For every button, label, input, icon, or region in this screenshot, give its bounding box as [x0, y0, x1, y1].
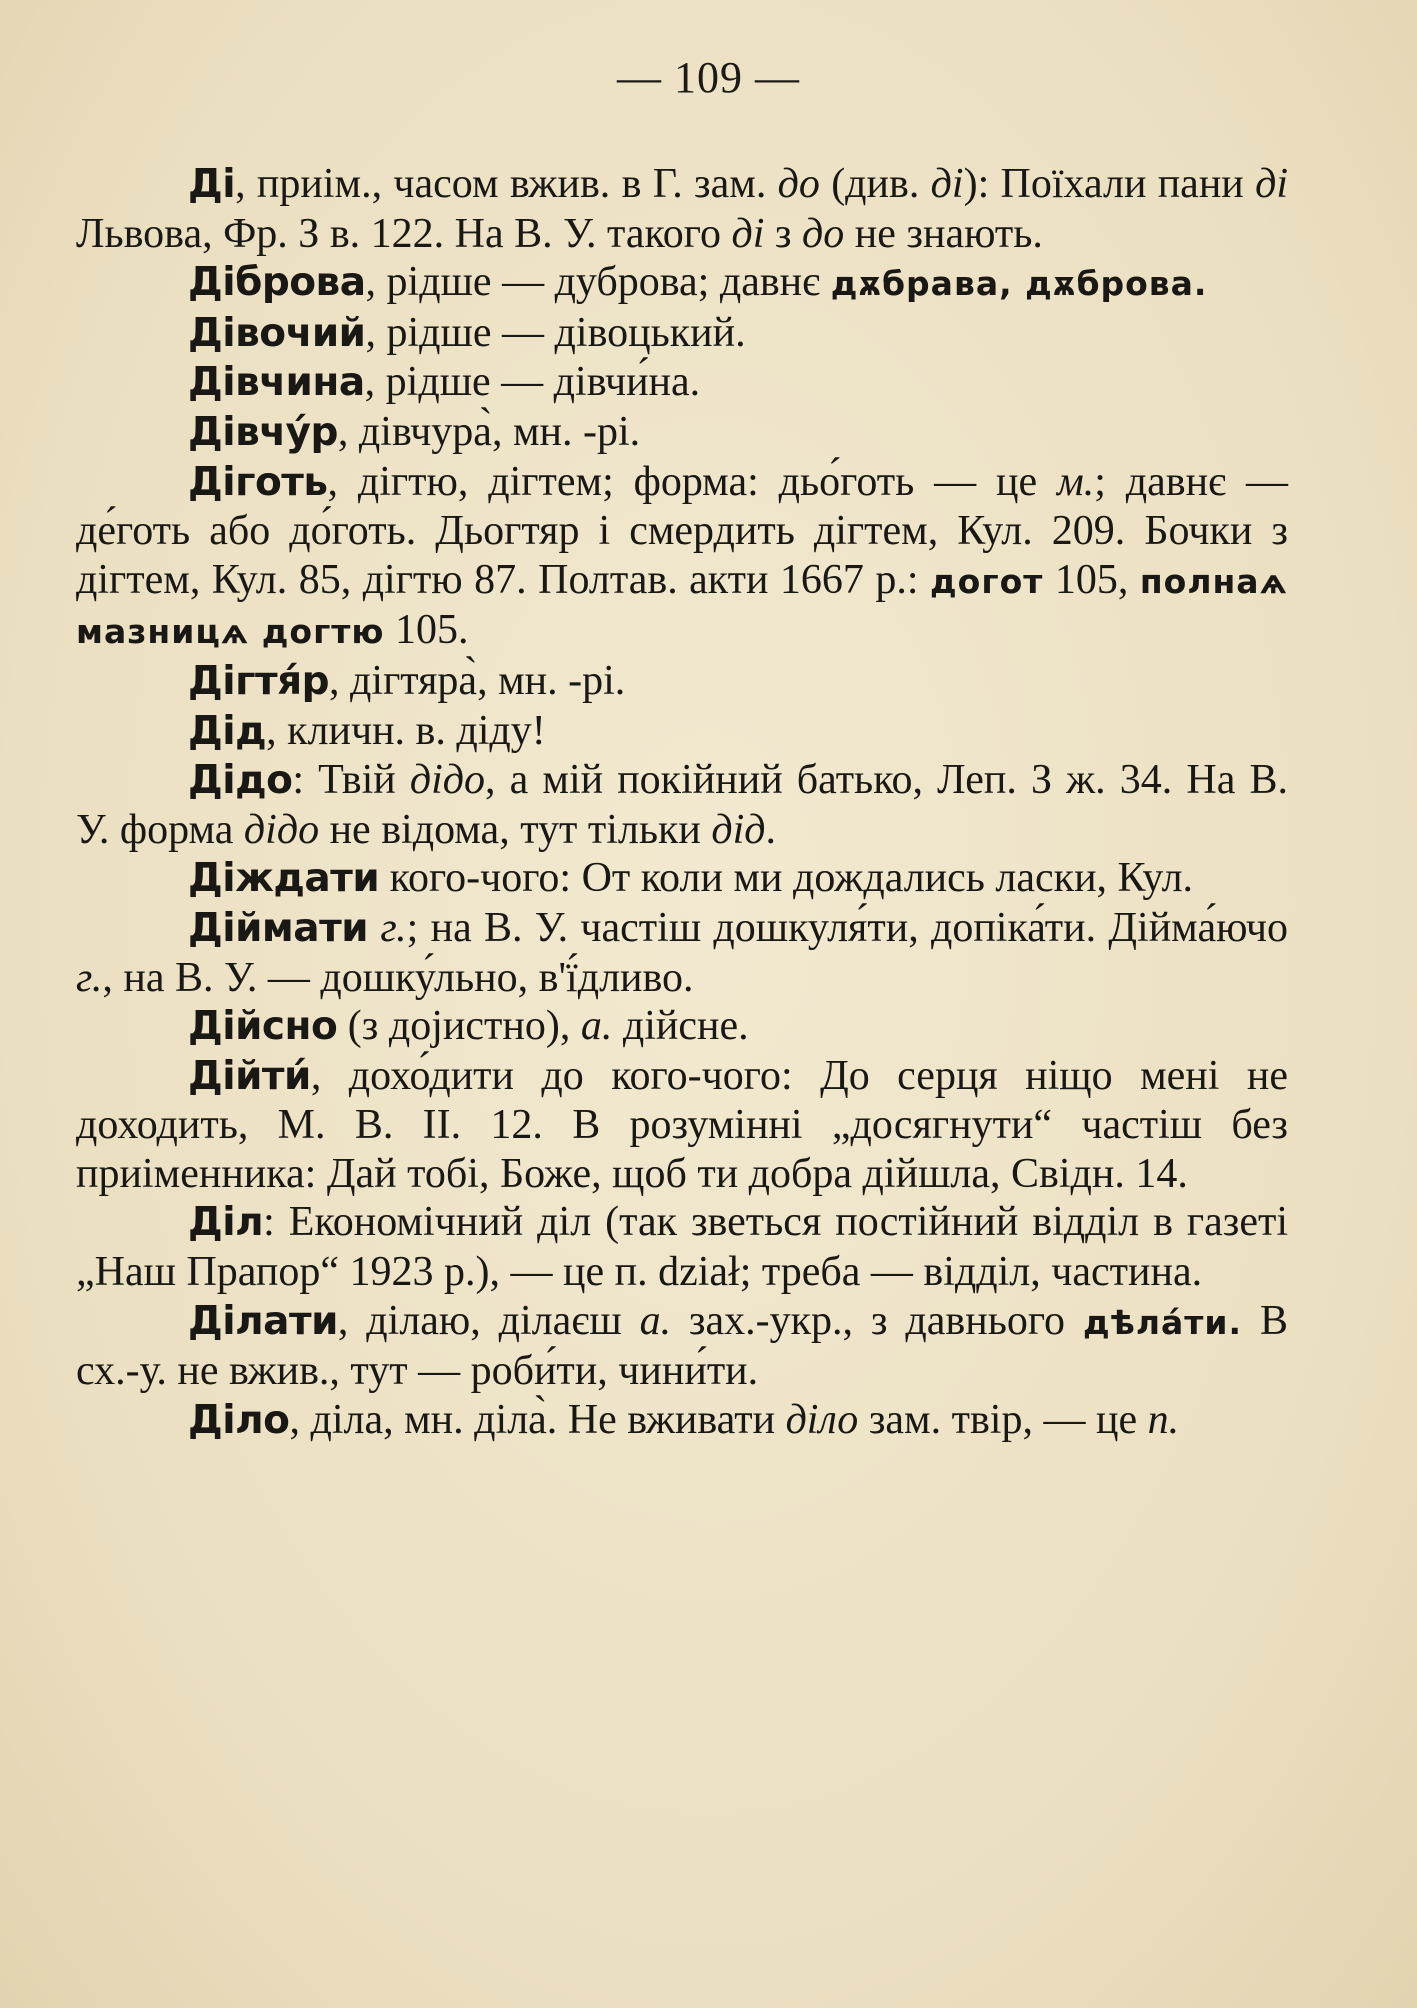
- entry-old-spelling: дѫбрава, дѫброва.: [830, 264, 1208, 304]
- dictionary-entry: [76, 258, 1288, 309]
- entry-headword: Дід: [188, 708, 267, 754]
- dictionary-entry: [76, 657, 1288, 707]
- entry-headword: Діло: [188, 1397, 290, 1443]
- entry-text: з: [764, 210, 803, 257]
- entry-text: : Твій: [292, 757, 410, 804]
- entry-headword: Дійти́: [188, 1053, 311, 1099]
- entry-italic-text: а.: [639, 1297, 672, 1344]
- entry-text: В сх.-у. не вжив., тут — роби́ти, чини́ти.: [76, 1297, 1288, 1395]
- entry-text: , ділаю, ділаєш: [337, 1297, 640, 1344]
- entry-text: , на В. У. — дошку́льно, в'ї́дливо.: [102, 954, 694, 1001]
- entry-italic-text: ді: [731, 210, 765, 257]
- entry-text: зам. твір, — це: [858, 1396, 1148, 1443]
- entry-headword: Діготь: [188, 459, 328, 505]
- dictionary-entry: [76, 756, 1288, 854]
- entry-headword: Діл: [188, 1200, 264, 1246]
- entry-old-spelling: дѣла́ти.: [1082, 1302, 1243, 1342]
- entry-italic-text: ді: [1255, 161, 1288, 207]
- entry-text: ): Поїхали пани: [963, 161, 1256, 207]
- entry-headword: Діждати: [188, 856, 380, 902]
- dictionary-entry: [76, 1052, 1288, 1199]
- entry-italic-text: дідо: [243, 806, 320, 853]
- entry-italic-text: до: [777, 161, 820, 207]
- entry-text: не знають.: [844, 210, 1043, 257]
- dictionary-entry: [76, 1198, 1288, 1296]
- entry-text: (з доjистно),: [337, 1003, 581, 1050]
- dictionary-entries: [76, 160, 1288, 1445]
- entry-text: Львова, Фр. З в. 122. На В. У. такого: [76, 210, 732, 257]
- entry-headword: Дігтя́р: [188, 658, 330, 704]
- entry-headword: Діброва: [188, 260, 366, 306]
- entry-italic-text: діло: [785, 1396, 859, 1443]
- entry-text: не відома, тут тільки: [319, 806, 712, 853]
- entry-headword: Дійсно: [188, 1004, 338, 1050]
- entry-italic-text: ді: [930, 161, 964, 207]
- entry-old-spelling: догот: [930, 561, 1044, 601]
- entry-headword: Дідо: [188, 758, 293, 804]
- entry-text: , а мій покійний батько, Леп. З ж. 34. На В. У. форма: [76, 757, 1288, 853]
- entry-headword: Дівчу́р: [188, 409, 338, 455]
- entry-text: (див.: [819, 161, 931, 207]
- entry-text: ; на В. У. частіш дошкуля́ти, допіка́ти. Дійма́ючо: [406, 904, 1289, 951]
- entry-italic-text: г.: [76, 954, 103, 1001]
- dictionary-entry: [76, 707, 1288, 757]
- dictionary-entry: [76, 309, 1288, 359]
- dictionary-entry: [76, 358, 1288, 408]
- entry-text: , приім., часом вжив. в Г. зам.: [235, 161, 778, 207]
- entry-text: , кличн. в. діду!: [266, 707, 546, 754]
- entry-headword: Дівчина: [188, 360, 365, 406]
- entry-text: , рідше — дівоцький.: [365, 309, 746, 356]
- entry-text: кого-чого: От коли ми дождались ласки, Кул.: [379, 855, 1194, 902]
- entry-italic-text: дід: [711, 806, 766, 853]
- entry-text: , діла, мн. діла̀. Не вживати: [289, 1396, 786, 1443]
- dictionary-entry: [76, 904, 1288, 1002]
- entry-italic-text: п.: [1147, 1396, 1180, 1443]
- entry-text: .: [765, 806, 777, 853]
- entry-italic-text: м.: [1056, 458, 1095, 505]
- entry-old-spelling: полнаѧ мазницѧ догтю: [76, 561, 1289, 652]
- dictionary-entry: [76, 854, 1288, 904]
- dictionary-entry: [76, 1396, 1288, 1446]
- entry-italic-text: а.: [580, 1003, 613, 1050]
- entry-text: , дохо́дити до кого-чого: До серця ніщо мені не доходить, М. В. II. 12. В розумінні „досягнути“ частіш без приіменника: Дай тобі, Боже, щоб ти добра дійшла, Свідн. 14.: [76, 1052, 1288, 1197]
- entry-headword: Діймати: [188, 905, 369, 951]
- entry-text: , рідше — дівчи́на.: [364, 359, 701, 406]
- entry-text: 105.: [384, 607, 469, 654]
- entry-text: 105,: [1043, 556, 1140, 603]
- entry-text: дійсне.: [612, 1003, 749, 1050]
- entry-text: , дігтю, дігтем; форма: дьо́готь — це: [327, 458, 1057, 505]
- dictionary-entry: [76, 458, 1288, 657]
- entry-text: , рідше — дуброва; давнє: [365, 259, 831, 306]
- entry-italic-text: г.: [380, 904, 407, 951]
- entry-text: ; давнє — де́готь або до́готь. Дьогтяр і смердить дігтем, Кул. 209. Бочки з дігтем, Кул. 85, дігтю 87. Полтав. акти 1667 р.:: [76, 458, 1288, 603]
- entry-text: [368, 905, 380, 951]
- entry-headword: Дівочий: [188, 310, 366, 356]
- dictionary-entry: [76, 408, 1288, 458]
- entry-italic-text: до: [802, 210, 845, 257]
- entry-italic-text: дідо: [409, 757, 486, 804]
- entry-text: , дігтяра̀, мн. -рі.: [329, 657, 626, 704]
- entry-text: : Економічний діл (так зветься постійний відділ в газеті „Наш Прапор“ 1923 р.), — це п. dział; треба — відділ, частина.: [76, 1199, 1288, 1296]
- page-number: — 109 —: [617, 53, 800, 102]
- entry-headword: Ділати: [188, 1298, 338, 1344]
- dictionary-entry: [76, 1297, 1288, 1396]
- entry-text: зах.-укр., з давнього: [671, 1297, 1083, 1344]
- dictionary-entry: [76, 1002, 1288, 1052]
- entry-headword: Ді: [188, 162, 236, 207]
- entry-text: , дівчура̀, мн. -рі.: [337, 408, 641, 455]
- dictionary-entry: [76, 160, 1288, 258]
